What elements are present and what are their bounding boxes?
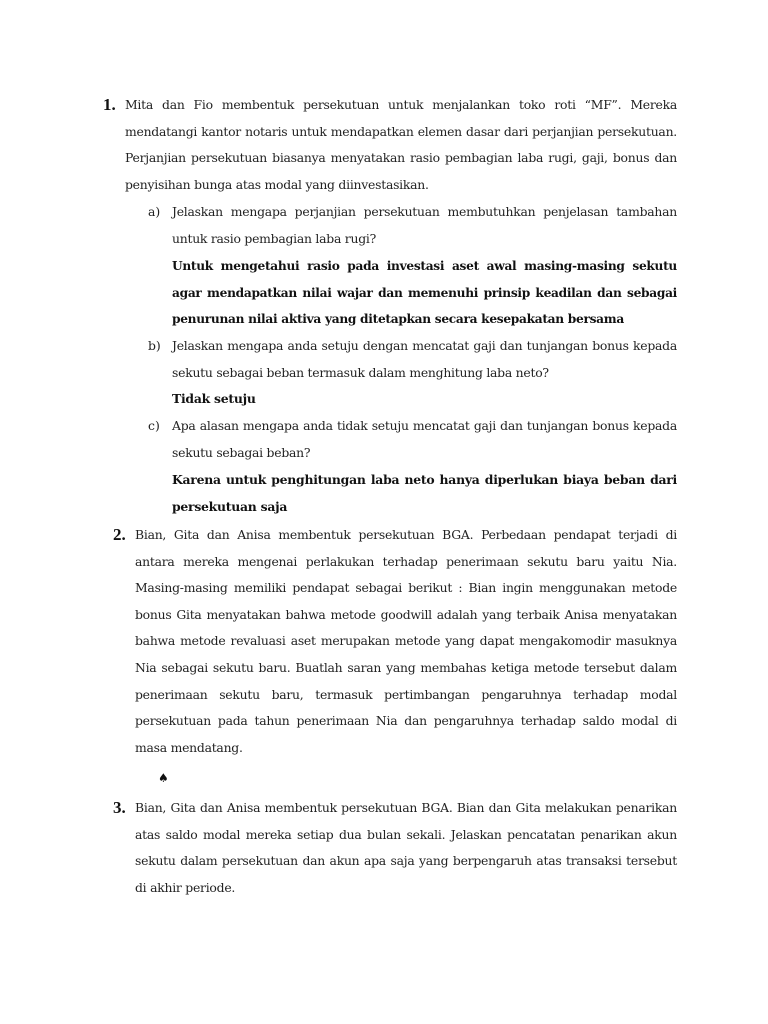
question-1b-answer: Tidak setuju xyxy=(172,391,256,406)
question-1a-label: a) xyxy=(148,204,161,219)
question-1-text: Mita dan Fio membentuk persekutuan untuk menjalankan toko roti “MF”. Mereka mendatangi kantor notaris untuk mendapatkan elemen dasar dari perjanjian persekutuan. Perjanjian persekutuan biasanya menyatakan rasio pembagian laba rugi, gaji, bonus dan penyisihan bunga atas modal yang diinvestasikan. xyxy=(125,97,677,192)
question-1-number: 1. xyxy=(103,95,116,114)
question-3-text: Bian, Gita dan Anisa membentuk persekutuan BGA. Bian dan Gita melakukan penarikan atas saldo modal mereka setiap dua bulan sekali. Jelaskan pencatatan penarikan akun sekutu dalam persekutuan dan akun apa saja yang berpengaruh atas transaksi tersebut di akhir periode. xyxy=(135,800,677,895)
question-1c-label: c) xyxy=(148,418,160,433)
question-1c-answer: Karena untuk penghitungan laba neto hanya diperlukan biaya beban dari persekutuan saja xyxy=(172,472,677,514)
question-1a-text: Jelaskan mengapa perjanjian persekutuan membutuhkan penjelasan tambahan untuk rasio pembagian laba rugi? xyxy=(172,204,677,246)
question-1b-text: Jelaskan mengapa anda setuju dengan mencatat gaji dan tunjangan bonus kepada sekutu sebagai beban termasuk dalam menghitung laba neto? xyxy=(172,338,677,380)
question-1c-text: Apa alasan mengapa anda tidak setuju mencatat gaji dan tunjangan bonus kepada sekutu sebagai beban? xyxy=(172,418,677,460)
question-2-number: 2. xyxy=(113,525,126,544)
question-2-text: Bian, Gita dan Anisa membentuk persekutuan BGA. Perbedaan pendapat terjadi di antara mereka mengenai perlakukan terhadap penerimaan sekutu baru yaitu Nia. Masing-masing memiliki pendapat sebagai berikut : Bian ingin menggunakan metode bonus Gita menyatakan bahwa metode goodwill adalah yang terbaik Anisa menyatakan bahwa metode revaluasi aset merupakan metode yang dapat mengakomodir masuknya Nia sebagai sekutu baru. Buatlah saran yang membahas ketiga metode tersebut dalam penerimaan sekutu baru, termasuk pertimbangan pengaruhnya terhadap modal persekutuan pada tahun penerimaan Nia dan pengaruhnya terhadap saldo modal di masa mendatang. xyxy=(135,527,677,755)
spade-bullet-icon: ♠ xyxy=(158,771,169,785)
question-1b-label: b) xyxy=(148,338,161,353)
question-3-number: 3. xyxy=(113,798,126,817)
question-1a-answer: Untuk mengetahui rasio pada investasi aset awal masing-masing sekutu agar mendapatkan nilai wajar dan memenuhi prinsip keadilan dan sebagai penurunan nilai aktiva yang ditetapkan secara kesepakatan bersama xyxy=(172,259,677,327)
